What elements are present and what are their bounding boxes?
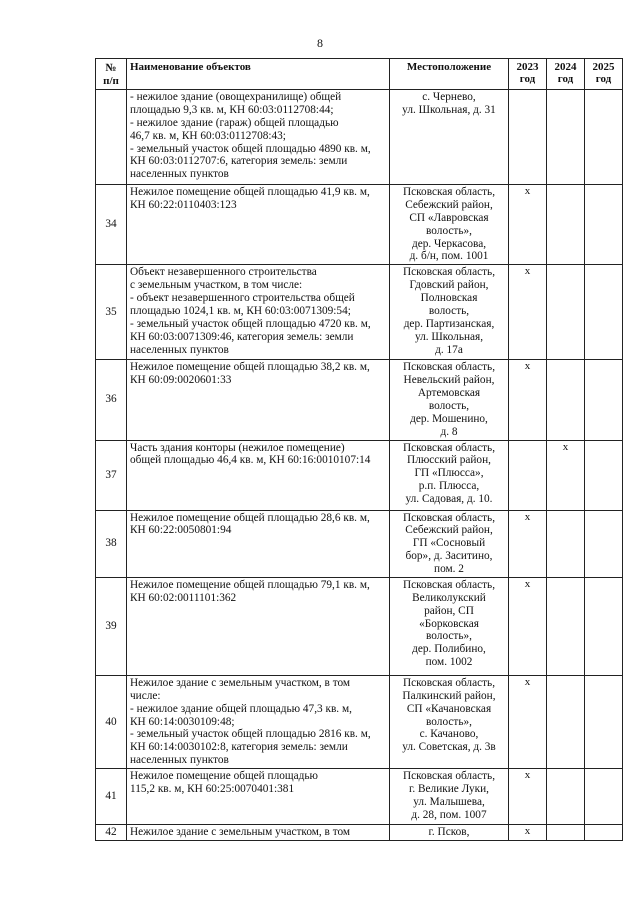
location-line: Полновская — [420, 292, 478, 304]
object-name-line: с земельным участком, в том числе: — [130, 279, 303, 292]
location-line: Псковская область, — [402, 441, 496, 454]
row-number: 34 — [96, 185, 127, 265]
location-line: Палкинский район, — [402, 689, 496, 702]
table-header-row — [96, 59, 623, 90]
object-name-line: КН 60:14:0030102:8, категория земель: земли — [130, 741, 348, 754]
object-name-line: Нежилое помещение общей площадью — [130, 770, 318, 782]
location-cell — [390, 360, 509, 440]
location-line: Гдовский район, — [409, 279, 489, 292]
year-mark-cell — [585, 265, 623, 360]
location-line: д. 28, пом. 1007 — [411, 808, 487, 821]
object-name-line: населенных пунктов — [130, 168, 229, 181]
year-mark-cell — [547, 675, 585, 768]
location-line: д. 8 — [440, 425, 458, 438]
location-line: дер. Партизанская, — [403, 317, 495, 330]
location-line: Себежский район, — [405, 198, 493, 211]
year-mark-cell — [585, 440, 623, 510]
location-line: Великолукский — [412, 591, 486, 604]
year-mark: х — [524, 825, 531, 837]
year-mark-cell — [509, 360, 547, 440]
year-mark-cell — [585, 577, 623, 675]
location-cell — [390, 185, 509, 265]
object-name-line: населенных пунктов — [130, 754, 229, 767]
header-year: 2025 — [592, 61, 615, 73]
header-year-unit: год — [557, 73, 574, 86]
location-line: ул. Малышева, — [413, 795, 485, 808]
object-name-line: Нежилое помещение общей площадью 79,1 кв. м, — [130, 578, 370, 591]
location-line: с. Чернево, — [422, 91, 476, 103]
location-line: СП «Лавровская — [409, 211, 489, 224]
object-name-line: площадью 9,3 кв. м, КН 60:03:0112708:44; — [130, 103, 334, 116]
location-line: Псковская область, — [402, 266, 496, 279]
location-line: Плюсский район, — [407, 454, 491, 467]
location-line: д. 17а — [435, 343, 463, 356]
header-num-line: п/п — [103, 74, 119, 87]
year-mark-cell — [509, 265, 547, 360]
location-line: г. Великие Луки, — [409, 782, 489, 795]
header-year-2025 — [585, 59, 623, 90]
location-line: ул. Школьная, д. 31 — [402, 103, 496, 116]
location-line: «Борковская — [419, 617, 479, 630]
table-row — [96, 440, 623, 510]
object-name-cell — [127, 360, 390, 440]
location-line: район, СП — [424, 604, 474, 617]
header-year: 2023 — [516, 61, 539, 73]
year-mark-cell — [509, 769, 547, 825]
object-name-line: 115,2 кв. м, КН 60:25:0070401:381 — [130, 782, 295, 795]
object-name-line: КН 60:09:0020601:33 — [130, 374, 232, 387]
object-name-cell — [127, 440, 390, 510]
object-name-line: - земельный участок общей площадью 2816 кв. м, — [130, 728, 371, 741]
object-name-line: КН 60:02:0011101:362 — [130, 591, 237, 604]
object-name-line: Объект незавершенного строительства — [130, 266, 317, 279]
year-mark-cell — [547, 265, 585, 360]
row-number: 38 — [96, 510, 127, 577]
location-line: дер. Черкасова, — [411, 237, 487, 250]
year-mark-cell — [509, 825, 547, 841]
year-mark-cell — [585, 510, 623, 577]
year-mark: х — [562, 440, 569, 453]
row-number: 41 — [96, 769, 127, 825]
location-line: ул. Садовая, д. 10. — [405, 493, 493, 505]
object-name-cell — [127, 90, 390, 185]
year-mark-cell — [585, 675, 623, 768]
location-line: дер. Полибино, — [412, 643, 486, 656]
year-mark-cell — [547, 510, 585, 577]
location-line: Псковская область, — [402, 578, 496, 591]
year-mark-cell — [509, 510, 547, 577]
year-mark-cell — [509, 185, 547, 265]
table-row — [96, 769, 623, 825]
location-line: ул. Советская, д. 3в — [402, 741, 496, 754]
year-mark: х — [524, 185, 531, 197]
location-line: Артемовская — [417, 387, 481, 399]
year-mark: х — [524, 360, 531, 373]
object-name-line: - нежилое здание общей площадью 47,3 кв. м, — [130, 702, 352, 715]
location-line: дер. Мошенино, — [410, 412, 488, 425]
object-name-cell — [127, 675, 390, 768]
year-mark-cell — [585, 825, 623, 841]
location-line: пом. 2 — [434, 563, 464, 575]
object-name-cell — [127, 769, 390, 825]
year-mark-cell — [509, 440, 547, 510]
row-number: 40 — [96, 675, 127, 768]
location-line: д. б/н, пом. 1001 — [409, 250, 489, 263]
object-name-line: - объект незавершенного строительства общей — [130, 292, 355, 304]
object-name-line: Часть здания конторы (нежилое помещение) — [130, 441, 345, 454]
year-mark-cell — [547, 360, 585, 440]
location-line: Невельский район, — [403, 374, 495, 387]
object-name-line: КН 60:03:0071309:46, категория земель: земли — [130, 330, 354, 343]
location-line: с. Качаново, — [419, 728, 479, 741]
year-mark-cell — [585, 360, 623, 440]
object-name-line: КН 60:22:0110403:123 — [130, 198, 237, 211]
table-row — [96, 510, 623, 577]
object-name-line: Нежилое помещение общей площадью 28,6 кв. м, — [130, 511, 370, 524]
object-name-line: общей площадью 46,4 кв. м, КН 60:16:0010107:14 — [130, 454, 371, 467]
row-number: 37 — [96, 440, 127, 510]
year-mark-cell — [585, 769, 623, 825]
header-year-2024 — [547, 59, 585, 90]
year-mark-cell — [509, 577, 547, 675]
table-row — [96, 360, 623, 440]
row-number: 42 — [96, 825, 127, 841]
year-mark-cell — [547, 90, 585, 185]
location-line: Псковская область, — [402, 770, 496, 782]
year-mark-cell — [585, 185, 623, 265]
year-mark: х — [524, 265, 531, 278]
objects-table — [95, 58, 623, 841]
object-name-cell — [127, 577, 390, 675]
year-mark: х — [524, 510, 531, 523]
year-mark-cell — [547, 577, 585, 675]
location-line: бор», д. Заситино, — [405, 550, 493, 563]
location-cell — [390, 510, 509, 577]
location-cell — [390, 265, 509, 360]
location-line: Псковская область, — [402, 511, 496, 524]
location-line: волость, — [428, 304, 470, 317]
year-mark-cell — [585, 90, 623, 185]
year-mark-cell — [547, 185, 585, 265]
object-name-cell — [127, 265, 390, 360]
location-line: ул. Школьная, — [414, 330, 484, 343]
row-number — [96, 90, 127, 185]
location-line: Псковская область, — [402, 676, 496, 689]
location-line: волость», — [426, 715, 472, 728]
location-line: пом. 1002 — [425, 656, 473, 669]
year-mark-cell — [547, 825, 585, 841]
object-name-line: КН 60:03:0112707:6, категория земель: земли — [130, 155, 348, 168]
object-name-line: КН 60:14:0030109:48; — [130, 715, 235, 728]
header-year: 2024 — [554, 61, 577, 73]
object-name-line: населенных пунктов — [130, 343, 229, 356]
header-year-2023 — [509, 59, 547, 90]
location-line: Себежский район, — [405, 524, 493, 537]
object-name-line: Нежилое здание с земельным участком, в том — [130, 676, 351, 689]
object-name-line: - земельный участок общей площадью 4890 кв. м, — [130, 142, 371, 155]
object-name-line: - нежилое здание (овощехранилище) общей — [130, 91, 342, 103]
location-cell — [390, 769, 509, 825]
row-number: 35 — [96, 265, 127, 360]
object-name-line: Нежилое помещение общей площадью 41,9 кв. м, — [130, 186, 370, 198]
year-mark-cell — [547, 769, 585, 825]
row-number: 39 — [96, 577, 127, 675]
header-year-unit: год — [519, 73, 536, 86]
location-line: г. Псков, — [428, 826, 470, 838]
page-number: 8 — [317, 36, 323, 50]
year-mark-cell — [509, 675, 547, 768]
location-line: Псковская область, — [402, 361, 496, 374]
location-line: Псковская область, — [402, 186, 496, 198]
year-mark: х — [524, 577, 531, 590]
location-line: волость», — [426, 224, 472, 237]
header-year-unit: год — [595, 73, 612, 86]
location-line: ГП «Плюсса», — [414, 467, 484, 480]
table-row — [96, 90, 623, 185]
year-mark: х — [524, 675, 531, 688]
table-body — [96, 90, 623, 841]
header-name: Наименование объектов — [127, 59, 390, 90]
table-row — [96, 185, 623, 265]
object-name-line: - нежилое здание (гараж) общей площадью — [130, 116, 339, 129]
object-name-line: числе: — [130, 689, 161, 702]
location-line: СП «Качановская — [406, 702, 492, 715]
table-row — [96, 675, 623, 768]
table-row — [96, 825, 623, 841]
location-line: волость», — [426, 630, 472, 643]
location-line: ГП «Сосновый — [412, 537, 486, 550]
location-line: р.п. Плюсса, — [418, 480, 480, 493]
header-num-line: № — [105, 62, 117, 75]
location-cell — [390, 90, 509, 185]
object-name-cell — [127, 510, 390, 577]
header-num — [96, 59, 127, 90]
object-name-cell — [127, 185, 390, 265]
location-cell — [390, 577, 509, 675]
location-cell — [390, 675, 509, 768]
object-name-cell — [127, 825, 390, 841]
location-cell — [390, 440, 509, 510]
year-mark: х — [524, 769, 531, 781]
object-name-line: Нежилое помещение общей площадью 38,2 кв. м, — [130, 361, 370, 374]
object-name-line: площадью 1024,1 кв. м, КН 60:03:0071309:54; — [130, 304, 351, 317]
object-name-line: - земельный участок общей площадью 4720 кв. м, — [130, 317, 371, 330]
object-name-line: 46,7 кв. м, КН 60:03:0112708:43; — [130, 129, 286, 142]
header-location: Местоположение — [390, 59, 509, 90]
year-mark-cell — [509, 90, 547, 185]
row-number: 36 — [96, 360, 127, 440]
year-mark-cell — [547, 440, 585, 510]
table-row — [96, 265, 623, 360]
object-name-line: Нежилое здание с земельным участком, в том — [130, 826, 351, 838]
table-row — [96, 577, 623, 675]
location-line: волость, — [428, 399, 470, 412]
object-name-line: КН 60:22:0050801:94 — [130, 524, 232, 537]
location-cell — [390, 825, 509, 841]
